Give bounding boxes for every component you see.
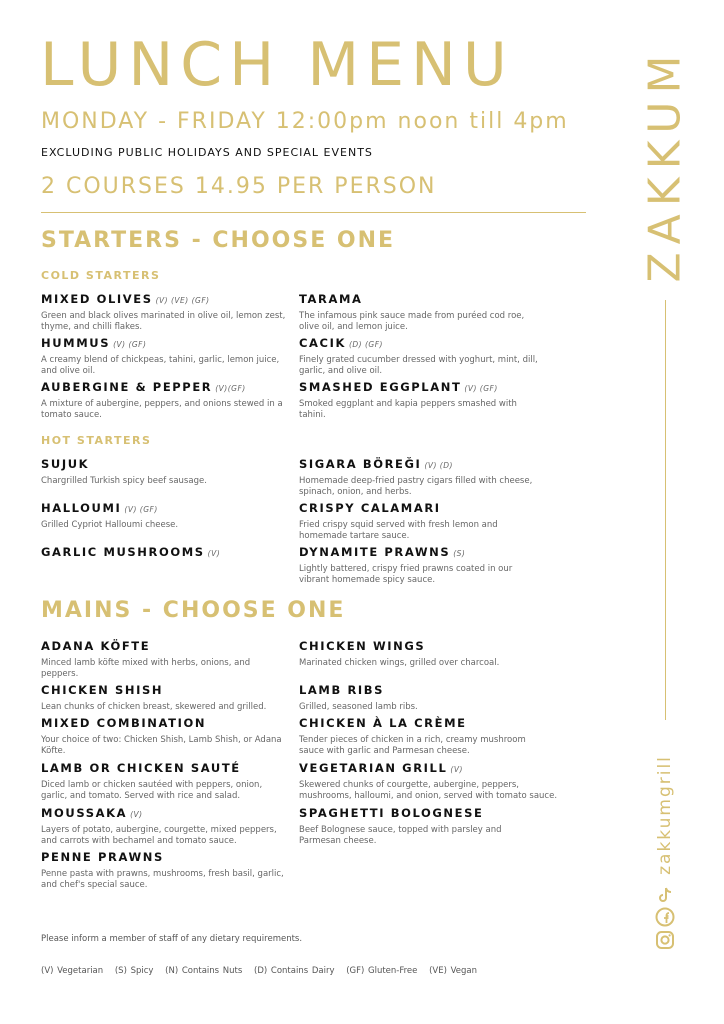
- item-description: Finely grated cucumber dressed with yoghurt, mint, dill, garlic, and olive oil.: [299, 355, 538, 376]
- mains-title: MAINS - CHOOSE ONE: [41, 598, 346, 623]
- item-name: CHICKEN WINGS: [299, 639, 426, 653]
- menu-item: [41, 683, 286, 713]
- menu-item: [41, 639, 286, 680]
- item-name: ADANA KÖFTE: [41, 639, 151, 653]
- menu-item: [299, 292, 544, 333]
- instagram-icon[interactable]: [655, 930, 675, 950]
- legend-item: (N) Contains Nuts: [165, 966, 243, 976]
- item-description: Beef Bolognese sauce, topped with parsley and Parmesan cheese.: [299, 825, 502, 846]
- item-description: Lightly battered, crispy fried prawns coated in our vibrant homemade spicy sauce.: [299, 564, 513, 585]
- item-description: Marinated chicken wings, grilled over charcoal.: [299, 658, 500, 668]
- legend-item: (S) Spicy: [114, 966, 154, 976]
- starters-title: STARTERS - CHOOSE ONE: [41, 228, 396, 253]
- menu-title: LUNCH MENU: [40, 30, 514, 100]
- item-name: DYNAMITE PRAWNS (S): [299, 545, 466, 559]
- item-name: MIXED OLIVES (V) (VE) (GF): [41, 292, 210, 306]
- item-name: AUBERGINE & PEPPER (V)(GF): [41, 380, 246, 394]
- menu-item: [41, 501, 286, 531]
- item-description: Homemade deep-fried pastry cigars filled with cheese, spinach, onion, and herbs.: [299, 476, 533, 497]
- dietary-note: Please inform a member of staff of any dietary requirements.: [41, 934, 303, 944]
- menu-item: [41, 292, 286, 333]
- brand-name: ZAKKUM: [639, 47, 691, 283]
- price-line: 2 COURSES 14.95 PER PERSON: [41, 174, 437, 199]
- item-description: Your choice of two: Chicken Shish, Lamb Shish, or Adana Köfte.: [41, 735, 282, 756]
- cold-starters-title: COLD STARTERS: [41, 269, 161, 282]
- item-tags: (V)(GF): [215, 384, 246, 393]
- menu-item: [41, 806, 286, 847]
- item-tags: (V) (GF): [113, 340, 147, 349]
- item-name: CHICKEN À LA CRÈME: [299, 716, 467, 730]
- menu-item: [299, 683, 544, 713]
- menu-item: [41, 457, 286, 487]
- item-description: Grilled, seasoned lamb ribs.: [299, 702, 418, 712]
- menu-item: [41, 761, 286, 802]
- item-description: A creamy blend of chickpeas, tahini, garlic, lemon juice, and olive oil.: [41, 355, 280, 376]
- item-tags: (V) (VE) (GF): [155, 296, 210, 305]
- item-tags: (V) (D): [424, 461, 453, 470]
- menu-item: [299, 380, 544, 421]
- legend-item: (V) Vegetarian: [41, 966, 104, 976]
- vertical-divider: [665, 300, 666, 720]
- item-description: Smoked eggplant and kapia peppers smashed with tahini.: [299, 399, 517, 420]
- item-name: TARAMA: [299, 292, 363, 306]
- item-description: Penne pasta with prawns, mushrooms, fresh basil, garlic, and chef's special sauce.: [41, 869, 284, 890]
- menu-item: [299, 501, 544, 542]
- facebook-icon[interactable]: [655, 907, 675, 927]
- menu-item: [41, 380, 286, 421]
- item-description: Chargrilled Turkish spicy beef sausage.: [41, 476, 207, 486]
- item-tags: (S): [453, 549, 466, 558]
- item-name: HALLOUMI (V) (GF): [41, 501, 158, 515]
- item-name: CACIK (D) (GF): [299, 336, 383, 350]
- item-description: Lean chunks of chicken breast, skewered and grilled.: [41, 702, 267, 712]
- item-description: Skewered chunks of courgette, aubergine, peppers, mushrooms, halloumi, and onion, served with tomato sauce.: [299, 780, 558, 801]
- item-description: Layers of potato, aubergine, courgette, mixed peppers, and carrots with bechamel and tomato sauce.: [41, 825, 277, 846]
- item-tags: (V): [207, 549, 221, 558]
- item-name: MOUSSAKA (V): [41, 806, 143, 820]
- dietary-legend: [41, 966, 485, 976]
- item-description: Green and black olives marinated in olive oil, lemon zest, thyme, and chilli flakes.: [41, 311, 286, 332]
- item-name: SUJUK: [41, 457, 90, 471]
- menu-item: [299, 806, 544, 847]
- item-description: A mixture of aubergine, peppers, and onions stewed in a tomato sauce.: [41, 399, 283, 420]
- item-name: LAMB RIBS: [299, 683, 385, 697]
- item-name: MIXED COMBINATION: [41, 716, 207, 730]
- item-description: Tender pieces of chicken in a rich, creamy mushroom sauce with garlic and Parmesan cheese.: [299, 735, 526, 756]
- legend-item: (GF) Gluten-Free: [346, 966, 418, 976]
- item-tags: (V): [450, 765, 463, 774]
- legend-item: (VE) Vegan: [429, 966, 477, 976]
- exclusion-note: EXCLUDING PUBLIC HOLIDAYS AND SPECIAL EVENTS: [41, 146, 373, 159]
- item-name: SPAGHETTI BOLOGNESE: [299, 806, 484, 820]
- hot-starters-title: HOT STARTERS: [41, 434, 152, 447]
- menu-item: [299, 545, 544, 586]
- item-name: VEGETARIAN GRILL (V): [299, 761, 463, 775]
- item-name: CRISPY CALAMARI: [299, 501, 441, 515]
- menu-item: [41, 716, 286, 757]
- item-name: CHICKEN SHISH: [41, 683, 164, 697]
- item-description: Diced lamb or chicken sautéed with peppers, onion, garlic, and tomato. Served with rice and salad.: [41, 780, 263, 801]
- item-tags: (V) (GF): [124, 505, 158, 514]
- menu-item: [299, 716, 544, 757]
- item-tags: (D) (GF): [348, 340, 383, 349]
- item-description: The infamous pink sauce made from puréed cod roe, olive oil, and lemon juice.: [299, 311, 525, 332]
- item-name: PENNE PRAWNS: [41, 850, 164, 864]
- opening-hours: MONDAY - FRIDAY 12:00pm noon till 4pm: [41, 109, 569, 134]
- menu-item: [41, 545, 286, 564]
- brand-logo: [640, 40, 690, 290]
- item-name: SMASHED EGGPLANT (V) (GF): [299, 380, 498, 394]
- divider: [41, 212, 586, 213]
- legend-item: (D) Contains Dairy: [254, 966, 335, 976]
- item-tags: (V): [130, 810, 143, 819]
- social-links: [640, 735, 690, 950]
- menu-item: [41, 850, 286, 891]
- item-description: Grilled Cypriot Halloumi cheese.: [41, 520, 179, 530]
- menu-item: [299, 336, 544, 377]
- social-handle[interactable]: zakkumgrill: [655, 755, 675, 875]
- item-description: Minced lamb köfte mixed with herbs, onions, and peppers.: [41, 658, 251, 679]
- item-name: GARLIC MUSHROOMS (V): [41, 545, 221, 559]
- menu-item: [299, 761, 564, 802]
- item-name: HUMMUS (V) (GF): [41, 336, 147, 350]
- tiktok-icon[interactable]: [655, 885, 675, 905]
- item-name: LAMB OR CHICKEN SAUTÉ: [41, 761, 241, 775]
- item-name: SIGARA BÖREĞI (V) (D): [299, 457, 453, 471]
- item-tags: (V) (GF): [464, 384, 498, 393]
- menu-item: [41, 336, 286, 377]
- menu-item: [299, 457, 544, 498]
- menu-item: [299, 639, 544, 669]
- item-description: Fried crispy squid served with fresh lemon and homemade tartare sauce.: [299, 520, 498, 541]
